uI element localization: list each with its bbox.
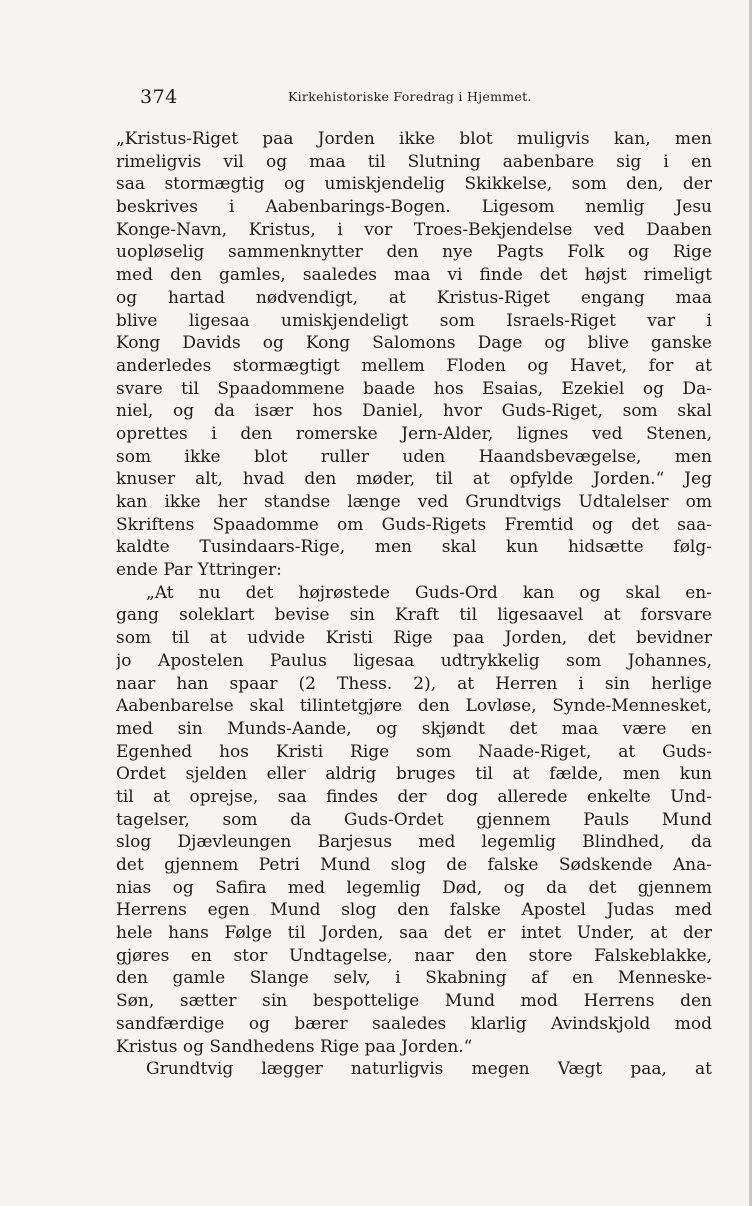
text-line: Aabenbarelse skal tilintetgjøre den Lovløse, Synde-Mennesket,: [116, 696, 712, 717]
text-line: nias og Safira med legemlig Død, og da det gjennem: [116, 877, 712, 898]
text-line: knuser alt, hvad den møder, til at opfylde Jorden.“ Jeg: [116, 469, 712, 490]
text-line: kan ikke her standse længe ved Grundtvigs Udtalelser om: [116, 492, 712, 512]
text-line: naar han spaar (2 Thess. 2), at Herren i sin herlige: [116, 673, 712, 694]
text-line: til at oprejse, saa findes der dog allerede enkelte Und-: [116, 786, 712, 807]
body-text: [116, 128, 712, 1081]
text-line: hele hans Følge til Jorden, saa det er intet Under, at der: [116, 923, 712, 944]
text-line: Herrens egen Mund slog den falske Apostel Judas med: [116, 900, 712, 921]
text-line: Egenhed hos Kristi Rige som Naade-Riget, at Guds-: [116, 741, 712, 762]
text-line: Kristus og Sandhedens Rige paa Jorden.“: [116, 1036, 473, 1057]
text-line: det gjennem Petri Mund slog de falske Sødskende Ana-: [116, 855, 712, 875]
text-line: ende Par Yttringer:: [116, 560, 282, 581]
page-number: 374: [140, 86, 178, 108]
text-line: kaldte Tusindaars-Rige, men skal kun hidsætte følg-: [116, 537, 712, 558]
text-line: Kong Davids og Kong Salomons Dage og blive ganske: [116, 333, 712, 354]
text-line: med sin Munds-Aande, og skjøndt det maa være en: [116, 718, 712, 739]
page-header: [116, 86, 712, 110]
text-line: Grundtvig lægger naturligvis megen Vægt paa, at: [146, 1059, 712, 1080]
text-line: som til at udvide Kristi Rige paa Jorden, det bevidner: [116, 628, 712, 649]
text-line: Konge-Navn, Kristus, i vor Troes-Bekjendelse ved Daaben: [116, 219, 712, 240]
text-line: slog Djævleungen Barjesus med legemlig Blindhed, da: [116, 832, 712, 853]
text-line: gjøres en stor Undtagelse, naar den store Falskeblakke,: [116, 945, 712, 966]
text-line: rimeligvis vil og maa til Slutning aabenbare sig i en: [116, 151, 712, 172]
running-head: Kirkehistoriske Foredrag i Hjemmet.: [288, 89, 532, 104]
text-line: Søn, sætter sin bespottelige Mund mod Herrens den: [116, 991, 712, 1012]
text-line: sandfærdige og bærer saaledes klarlig Avindskjold mod: [116, 1013, 712, 1034]
text-line: blive ligesaa umiskjendeligt som Israels-Riget var i: [116, 310, 712, 331]
text-line: tagelser, som da Guds-Ordet gjennem Pauls Mund: [116, 809, 712, 830]
text-line: saa stormægtig og umiskjendelig Skikkelse, som den, der: [116, 174, 712, 195]
text-line: gang soleklart bevise sin Kraft til ligesaavel at forsvare: [116, 605, 712, 626]
text-line: beskrives i Aabenbarings-Bogen. Ligesom nemlig Jesu: [116, 197, 712, 218]
text-line: den gamle Slange selv, i Skabning af en Menneske-: [116, 968, 712, 989]
text-line: jo Apostelen Paulus ligesaa udtrykkelig som Johannes,: [116, 650, 712, 671]
text-line: svare til Spaadommene baade hos Esaias, Ezekiel og Da-: [116, 378, 712, 399]
text-line: med den gamles, saaledes maa vi finde det højst rimeligt: [116, 265, 712, 286]
text-line: Ordet sjelden eller aldrig bruges til at fælde, men kun: [116, 764, 712, 785]
text-line: anderledes stormægtigt mellem Floden og Havet, for at: [116, 355, 712, 376]
text-line: og hartad nødvendigt, at Kristus-Riget engang maa: [116, 287, 712, 308]
text-line: niel, og da især hos Daniel, hvor Guds-Riget, som skal: [116, 401, 712, 422]
text-line: „At nu det højrøstede Guds-Ord kan og skal en-: [146, 582, 712, 603]
text-line: „Kristus-Riget paa Jorden ikke blot muligvis kan, men: [116, 129, 712, 149]
text-line: oprettes i den romerske Jern-Alder, lignes ved Stenen,: [116, 423, 712, 444]
text-line: Skriftens Spaadomme om Guds-Rigets Fremtid og det saa-: [116, 514, 712, 535]
text-line: som ikke blot ruller uden Haandsbevægelse, men: [116, 446, 712, 467]
text-line: uopløselig sammenknytter den nye Pagts Folk og Rige: [116, 242, 712, 263]
